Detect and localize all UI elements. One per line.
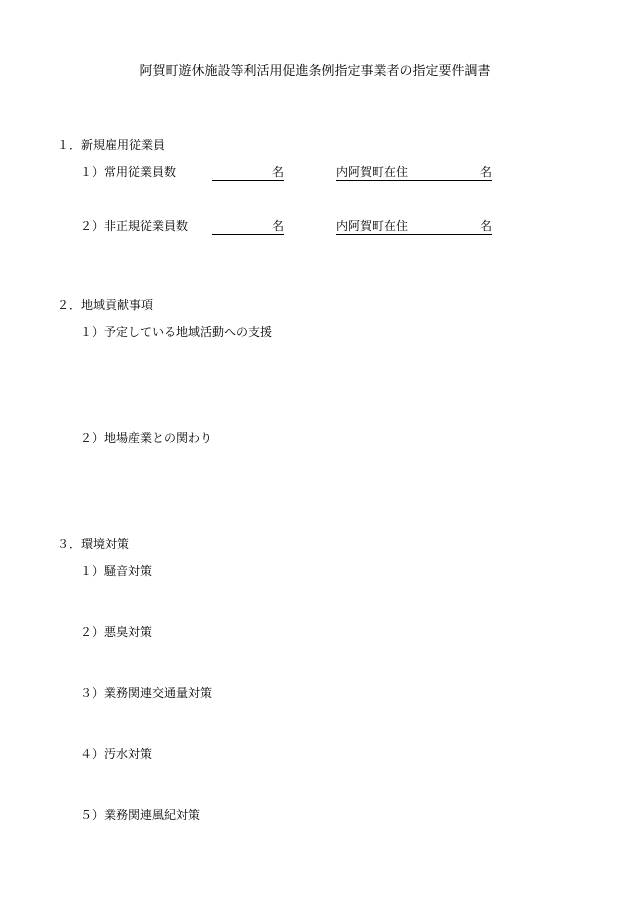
- nonregular-resident-label: 内阿賀町在住: [336, 219, 409, 233]
- regular-resident-label: 内阿賀町在住: [336, 165, 409, 179]
- item-community-support-label: １）予定している地域活動への支援: [80, 325, 273, 339]
- nonregular-resident-unit: 名: [479, 219, 492, 233]
- nonregular-resident-line: [336, 219, 492, 235]
- regular-employees-field[interactable]: [212, 165, 284, 181]
- section-heading-environment: ３．環境対策: [57, 537, 130, 551]
- item-noise-label: １）騒音対策: [80, 564, 153, 578]
- item-regular-employees-label: １）常用従業員数: [80, 165, 177, 179]
- item-nonregular-employees-label: ２）非正規従業員数: [80, 219, 189, 233]
- section-heading-employment: １．新規雇用従業員: [57, 138, 166, 152]
- regular-employees-unit: 名: [212, 165, 284, 181]
- nonregular-employees-unit: 名: [212, 219, 284, 235]
- document-title: 阿賀町遊休施設等利活用促進条例指定事業者の指定要件調書: [139, 64, 491, 79]
- regular-resident-unit: 名: [479, 165, 492, 179]
- item-wastewater-label: ４）汚水対策: [80, 747, 153, 761]
- item-traffic-label: ３）業務関連交通量対策: [80, 686, 213, 700]
- item-local-industry-label: ２）地場産業との関わり: [80, 431, 213, 445]
- regular-resident-field[interactable]: [336, 165, 492, 181]
- section-heading-community: ２．地域貢献事項: [57, 298, 154, 312]
- nonregular-employees-field[interactable]: [212, 219, 284, 235]
- item-public-morals-label: ５）業務関連風紀対策: [80, 808, 201, 822]
- regular-resident-line: [336, 165, 492, 181]
- nonregular-resident-field[interactable]: [336, 219, 492, 235]
- item-odor-label: ２）悪臭対策: [80, 625, 153, 639]
